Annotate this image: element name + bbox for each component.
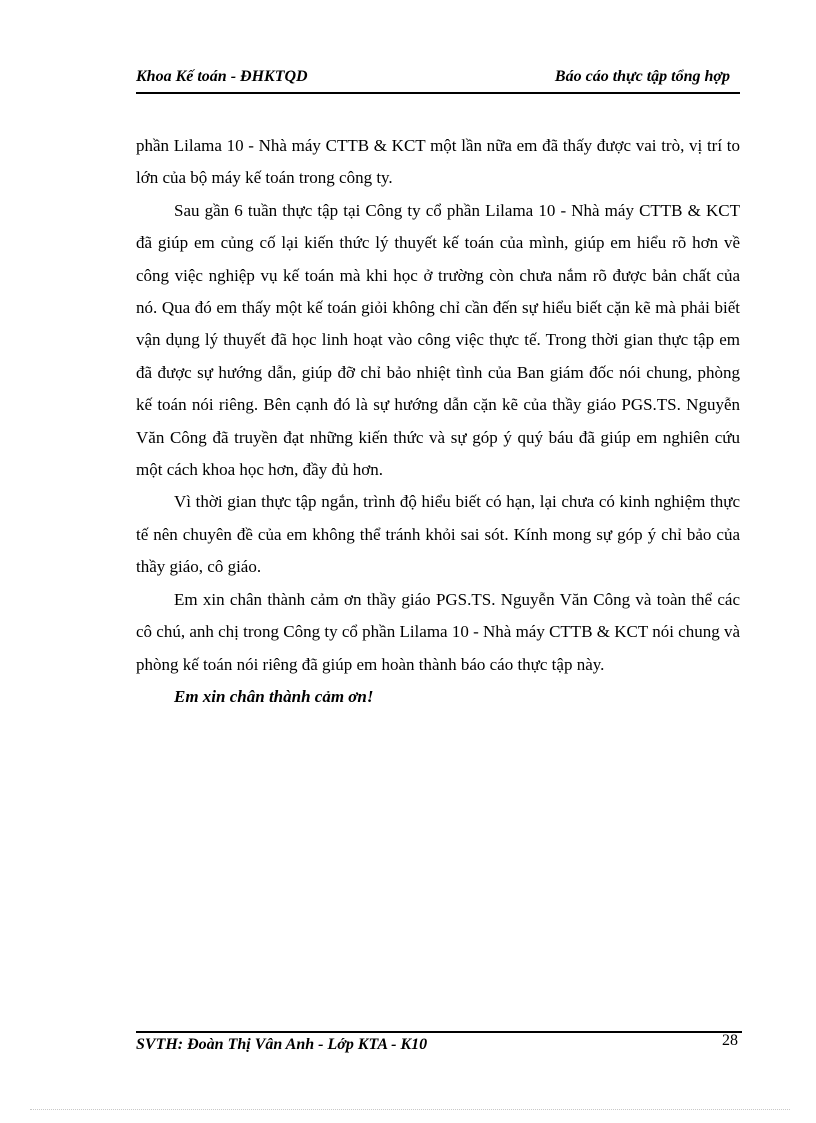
paragraph-limitations: Vì thời gian thực tập ngắn, trình độ hiểu biết có hạn, lại chưa có kinh nghiệm thực tế nên chuyên đề của em không thể tránh khỏi sai sót. Kính mong sự góp ý chỉ bảo của thầy giáo, cô giáo.: [136, 492, 740, 577]
page-footer: [136, 1032, 742, 1060]
footer-author: SVTH: Đoàn Thị Vân Anh - Lớp KTA - K10: [136, 1036, 428, 1053]
paragraph-internship-summary: Sau gần 6 tuần thực tập tại Công ty cổ phần Lilama 10 - Nhà máy CTTB & KCT đã giúp em củng cố lại kiến thức lý thuyết kế toán của mình, giúp em hiểu rõ hơn về công việc nghiệp vụ kế toán mà khi học ở trường còn chưa nắm rõ được bản chất của nó. Qua đó em thấy một kế toán giỏi không chỉ cần đến sự hiểu biết cặn kẽ mà phải biết vận dụng lý thuyết đã học linh hoạt vào công việc thực tế. Trong thời gian thực tập em đã được sự hướng dẫn, giúp đỡ chỉ bảo nhiệt tình của Ban giám đốc nói chung, phòng kế toán nói riêng. Bên cạnh đó là sự hướng dẫn cặn kẽ của thầy giáo PGS.TS. Nguyễn Văn Công đã truyền đạt những kiến thức và sự góp ý quý báu đã giúp em nghiên cứu một cách khoa học hơn, đầy đủ hơn.: [136, 200, 740, 480]
page-edge-divider: [30, 1109, 790, 1110]
paragraph-continuation: phần Lilama 10 - Nhà máy CTTB & KCT một lần nữa em đã thấy được vai trò, vị trí to lớn của bộ máy kế toán trong công ty.: [136, 136, 740, 188]
closing-thanks: Em xin chân thành cảm ơn!: [174, 686, 374, 706]
body-text: [136, 130, 740, 713]
page-number: 28: [722, 1032, 738, 1049]
paragraph-acknowledgement: Em xin chân thành cảm ơn thầy giáo PGS.TS. Nguyễn Văn Công và toàn thể các cô chú, anh chị trong Công ty cổ phần Lilama 10 - Nhà máy CTTB & KCT nói chung và phòng kế toán nói riêng đã giúp em hoàn thành báo cáo thực tập này.: [136, 589, 741, 674]
header-faculty: Khoa Kế toán - ĐHKTQD: [136, 68, 308, 85]
header-report-title: Báo cáo thực tập tổng hợp: [554, 68, 730, 85]
footer-divider: [136, 1031, 742, 1033]
page-header: [136, 66, 740, 94]
